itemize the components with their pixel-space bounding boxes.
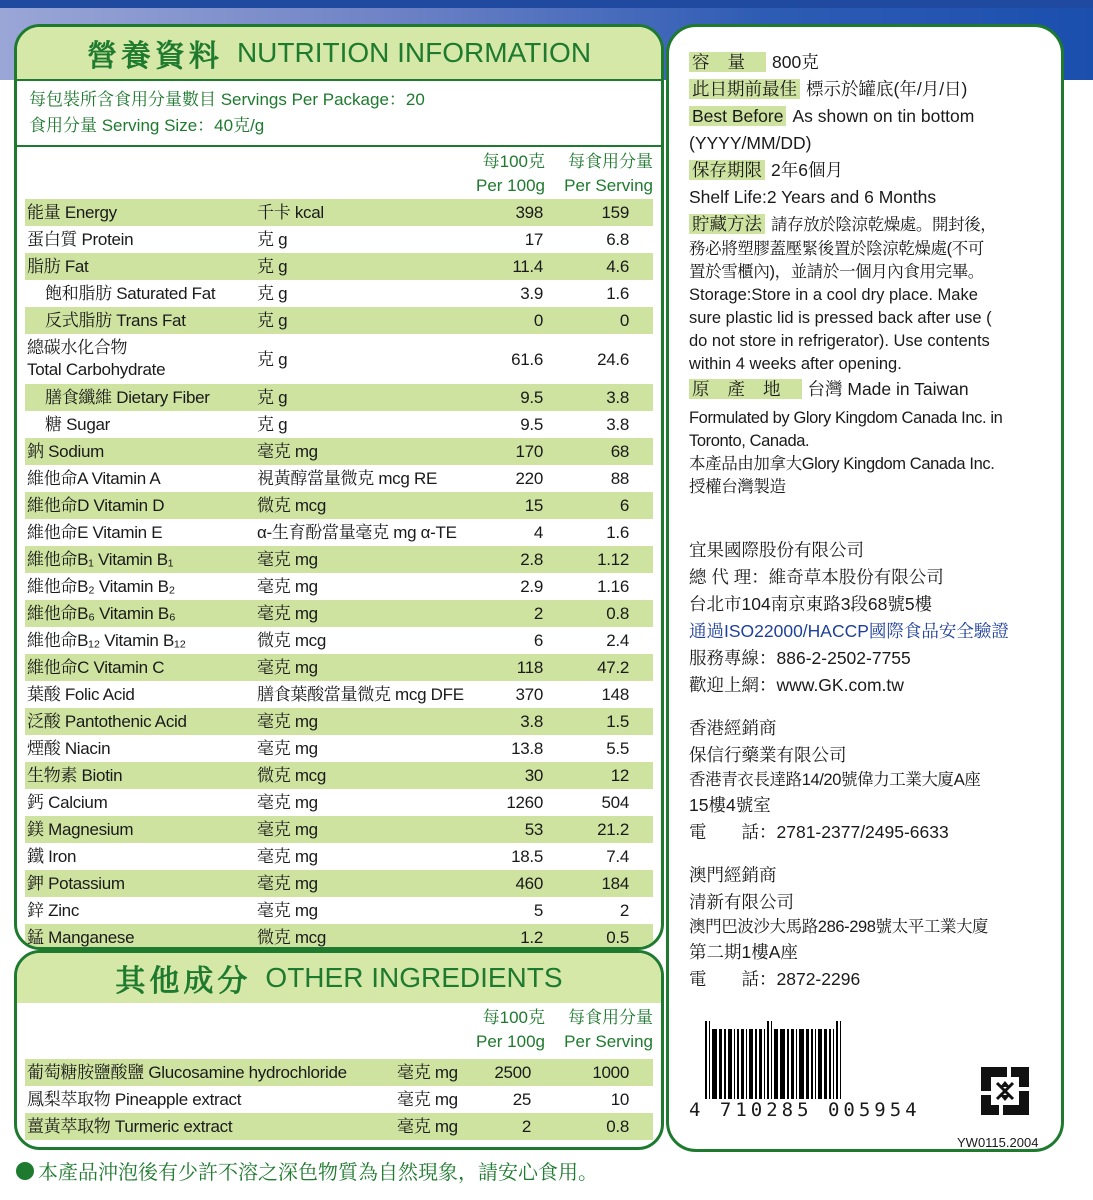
mo-company: 清新有限公司 [689,892,794,912]
per-serving-value: 0 [619,311,629,330]
storage-en-2: sure plastic lid is pressed back after use ( [689,309,992,327]
per-100g-value: 18.5 [511,847,543,866]
nutrient-unit: 毫克 mg [257,577,318,596]
nutrient-name: 糖 Sugar [45,415,110,434]
per-100g-value: 13.8 [511,739,543,758]
per-100g-value: 6 [533,631,543,650]
nutrient-unit: 微克 mcg [257,928,327,947]
per-100g-value: 9.5 [520,415,543,434]
per-100g-value: 61.6 [511,350,543,369]
shelf-life-value: 2年6個月 [771,160,843,180]
recycle-icon [977,1063,1033,1119]
table-row [25,1086,653,1113]
per-100g-value: 1260 [506,793,543,812]
table-row [25,573,653,600]
per-100g-value: 5 [533,901,543,920]
footnote [16,1156,598,1185]
per-serving-value: 1.12 [597,550,629,569]
other-ingredients-panel [14,950,664,1150]
per-100g-value: 15 [524,496,543,515]
table-row [25,280,653,307]
best-before-en-label: Best Before [689,106,786,126]
nutrient-unit: 毫克 mg [257,442,318,461]
table-row [25,600,653,627]
per-serving-value: 148 [601,685,629,704]
barcode-icon [705,1021,925,1107]
table-row [25,199,653,226]
capacity-line [689,49,1061,76]
table-row [25,897,653,924]
capacity-label: 容量 [689,52,766,72]
serving-info [17,81,661,147]
col-per-serving-zh: 每食用分量 [568,1008,653,1027]
nutrient-unit: 克 g [257,415,288,434]
per-serving-value: 12 [610,766,629,785]
nutrient-name: 脂肪 Fat [27,257,89,276]
nutrient-name: 能量 Energy [27,203,117,222]
shelf-life-en: Shelf Life:2 Years and 6 Months [689,187,937,207]
table-row [25,307,653,334]
ingredient-unit: 毫克 mg [397,1117,458,1136]
table-row [25,226,653,253]
nutrition-title [17,27,661,81]
per-100g-value: 370 [515,685,543,704]
table-row [25,519,653,546]
nutrient-unit: 毫克 mg [257,820,318,839]
ingredient-unit: 毫克 mg [397,1090,458,1109]
col-per-serving-en: Per Serving [564,176,653,195]
storage-zh-2: 務必將塑膠蓋壓緊後置於陰涼乾燥處(不可 [689,240,984,258]
storage-zh-1: 請存放於陰涼乾燥處。開封後， [771,216,997,234]
nutrient-unit: 毫克 mg [257,604,318,623]
per-100g-value: 3.9 [520,284,543,303]
col-per-serving-zh: 每食用分量 [568,152,653,171]
nutrient-name [27,337,165,381]
per-serving-value: 1.16 [597,577,629,596]
nutrient-unit: 毫克 mg [257,901,318,920]
table-row [25,789,653,816]
storage-zh-3: 置於雪櫃內)，並請於一個月內食用完畢。 [689,263,984,281]
ingredient-name: 薑黃萃取物 Turmeric extract [27,1117,233,1136]
nutrition-table [17,199,661,950]
nutrient-unit: 毫克 mg [257,793,318,812]
hk-title: 香港經銷商 [689,718,777,738]
other-title-en: OTHER INGREDIENTS [265,962,563,993]
nutrient-name: 維他命E Vitamin E [27,523,163,542]
per-100g-value: 220 [515,469,543,488]
shelf-life-line [689,157,1061,184]
per-serving-value: 6.8 [606,230,629,249]
nutrient-unit: 微克 mcg [257,496,327,515]
ingredient-name: 葡萄糖胺鹽酸鹽 Glucosamine hydrochloride [27,1063,347,1082]
table-row [25,681,653,708]
bullet-dot-icon [16,1162,34,1180]
hk-address-1: 香港青衣長達路14/20號偉力工業大廈A座 [689,771,981,789]
table-row [25,762,653,789]
nutrient-unit: 克 g [257,257,288,276]
table-row [25,492,653,519]
per-serving-value: 184 [601,874,629,893]
col-per-100g-zh: 每100克 [482,152,545,171]
distributor-tw [689,537,1061,699]
shelf-life-label: 保存期限 [689,160,765,180]
per-serving-value: 4.6 [606,257,629,276]
nutrient-name: 維他命D Vitamin D [27,496,165,515]
col-per-100g [476,1006,545,1054]
nutrient-name: 膳食纖維 Dietary Fiber [45,388,210,407]
certification: 通過ISO22000/HACCP國際食品安全驗證 [689,621,1009,641]
distributor-hk [689,715,1061,846]
other-column-headers [17,1003,661,1059]
per-100g-value: 25 [512,1090,531,1109]
barcode-section [689,1017,1049,1150]
nutrient-name: 生物素 Biotin [27,766,123,785]
formulated-1: Formulated by Glory Kingdom Canada Inc. in [689,409,1003,427]
table-row [25,438,653,465]
col-per-serving [564,1006,653,1054]
nutrient-name: 鋅 Zinc [27,901,80,920]
nutrient-name: 煙酸 Niacin [27,739,111,758]
barcode-number: 4 710285 005954 [689,1099,921,1121]
col-per-serving-en: Per Serving [564,1032,653,1051]
nutrient-name: 反式脂肪 Trans Fat [45,311,186,330]
formulated-4: 授權台灣製造 [689,478,786,496]
nutrient-name: 葉酸 Folic Acid [27,685,135,704]
table-row [25,627,653,654]
nutrient-name: 飽和脂肪 Saturated Fat [45,284,216,303]
table-row [25,411,653,438]
table-row [25,546,653,573]
table-row [25,384,653,411]
per-serving-value: 47.2 [597,658,629,677]
nutrient-unit: 視黃醇當量微克 mcg RE [257,469,437,488]
per-100g-value: 118 [516,658,543,677]
distributor-mo [689,862,1061,993]
other-ingredients-title [17,953,661,1003]
per-100g-value: 2500 [494,1063,531,1082]
nutrient-unit: 克 g [257,230,288,249]
hk-address-2: 15樓4號室 [689,795,771,815]
best-before-en-line [689,103,1061,130]
table-row [25,843,653,870]
origin-line [689,376,1061,403]
nutrient-name: 維他命B₆ Vitamin B₆ [27,604,176,623]
best-before-format: (YYYY/MM/DD) [689,133,812,153]
other-title-zh: 其他成分 [115,965,252,998]
mo-title: 澳門經銷商 [689,865,777,885]
nutrient-name: 維他命A Vitamin A [27,469,161,488]
nutrient-name: 維他命B₁ Vitamin B₁ [27,550,174,569]
nutrient-name: 維他命B₁₂ Vitamin B₁₂ [27,631,186,650]
column-headers [17,147,661,199]
company-address: 台北市104南京東路3段68號5樓 [689,594,933,614]
per-100g-value: 0 [533,311,543,330]
nutrition-title-zh: 營養資料 [86,40,223,73]
formulated-block [689,407,1061,499]
best-before-zh-label: 此日期前最佳 [689,79,800,99]
nutrient-unit: 微克 mcg [257,631,327,650]
per-serving-value: 68 [610,442,629,461]
hk-company: 保信行藥業有限公司 [689,745,847,765]
mo-address-2: 第二期1樓A座 [689,942,798,962]
footnote-text: 本產品沖泡後有少許不溶之深色物質為自然現象，請安心食用。 [38,1162,598,1184]
per-serving-value: 1.6 [606,284,629,303]
nutrient-name: 泛酸 Pantothenic Acid [27,712,187,731]
per-serving-value: 3.8 [606,415,629,434]
nutrient-name: 維他命C Vitamin C [27,658,165,677]
per-100g-value: 53 [524,820,543,839]
per-100g-value: 2.8 [520,550,543,569]
table-row [25,816,653,843]
per-serving-value: 1.6 [606,523,629,542]
per-100g-value: 460 [515,874,543,893]
nutrient-name: 錳 Manganese [27,928,135,947]
nutrient-name-zh: 總碳水化合物 [27,338,128,357]
per-serving-value: 24.6 [597,350,629,369]
nutrition-panel [14,24,664,950]
per-serving-value: 0.8 [606,604,629,623]
nutrition-title-en: NUTRITION INFORMATION [236,37,592,68]
per-serving-value: 21.2 [597,820,629,839]
best-before-zh-line [689,76,1061,103]
best-before-en-value: As shown on tin bottom [792,106,975,126]
per-100g-value: 2 [533,604,543,623]
table-row [25,1113,653,1140]
per-serving-value: 0.8 [606,1117,629,1136]
table-row [25,924,653,950]
nutrient-unit: 毫克 mg [257,658,318,677]
nutrient-name: 鐵 Iron [27,847,77,866]
per-serving-value: 1000 [592,1063,629,1082]
nutrient-unit: 毫克 mg [257,874,318,893]
formulated-3: 本產品由加拿大Glory Kingdom Canada Inc. [689,455,995,473]
col-per-100g-zh: 每100克 [482,1008,545,1027]
storage-en-3: do not store in refrigerator). Use contents [689,332,990,350]
nutrient-unit: α-生育酚當量毫克 mg α-TE [257,523,457,542]
table-row [25,735,653,762]
table-row [25,465,653,492]
nutrient-unit: 毫克 mg [257,712,318,731]
per-serving-value: 2.4 [606,631,629,650]
per-serving-value: 504 [601,793,629,812]
nutrient-unit: 克 g [257,388,288,407]
table-row [25,708,653,735]
per-100g-value: 1.2 [520,928,543,947]
per-100g-value: 30 [524,766,543,785]
nutrient-unit: 千卡 kcal [257,203,324,222]
nutrient-name-en: Total Carbohydrate [27,360,166,379]
per-100g-value: 2 [521,1117,531,1136]
per-100g-value: 2.9 [520,577,543,596]
per-serving-value: 159 [601,203,629,222]
mo-address-1: 澳門巴波沙大馬路286-298號太平工業大廈 [689,918,989,936]
website-link: 歡迎上網：www.GK.com.tw [689,675,904,695]
ingredient-unit: 毫克 mg [397,1063,458,1082]
hk-phone: 電 話：2781-2377/2495-6633 [689,822,949,842]
company-name: 宜果國際股份有限公司 [689,540,864,560]
table-row [25,334,653,384]
col-per-100g-en: Per 100g [476,1032,545,1051]
ingredient-name: 鳳梨萃取物 Pineapple extract [27,1090,242,1109]
nutrient-unit: 微克 mcg [257,766,327,785]
nutrient-name: 鈣 Calcium [27,793,108,812]
per-100g-value: 3.8 [520,712,543,731]
per-100g-value: 9.5 [520,388,543,407]
per-serving-value: 3.8 [606,388,629,407]
capacity-value: 800克 [772,52,819,72]
nutrient-unit: 毫克 mg [257,550,318,569]
per-serving-value: 5.5 [606,739,629,758]
col-per-serving [564,150,653,198]
per-serving-value: 6 [619,496,629,515]
other-ingredients-table [17,1059,661,1140]
per-100g-value: 170 [515,442,543,461]
nutrient-unit: 膳食葉酸當量微克 mcg DFE [257,685,464,704]
product-info-panel [666,24,1064,1152]
servings-per-package: 每包裝所含食用分量數目 Servings Per Package：20 [29,90,425,109]
table-row [25,1059,653,1086]
nutrient-unit: 克 g [257,350,288,369]
nutrient-unit: 毫克 mg [257,739,318,758]
serving-size: 食用分量 Serving Size：40克/g [29,116,265,135]
storage-line [689,211,1061,238]
nutrient-name: 鉀 Potassium [27,874,125,893]
col-per-100g [476,150,545,198]
per-100g-value: 17 [524,230,543,249]
per-serving-value: 2 [619,901,629,920]
mo-phone: 電 話：2872-2296 [689,969,861,989]
per-100g-value: 11.4 [512,257,543,276]
recycle-code: YW0115.2004 [957,1135,1039,1150]
table-row [25,654,653,681]
storage-en-1: Storage:Store in a cool dry place. Make [689,286,978,304]
col-per-100g-en: Per 100g [476,176,545,195]
nutrient-name: 鈉 Sodium [27,442,104,461]
per-serving-value: 88 [610,469,629,488]
nutrient-name: 維他命B₂ Vitamin B₂ [27,577,175,596]
general-agent: 總 代 理：維奇草本股份有限公司 [689,567,944,587]
origin-label: 原產地 [689,379,802,399]
table-row [25,253,653,280]
nutrient-name: 鎂 Magnesium [27,820,134,839]
per-100g-value: 398 [515,203,543,222]
nutrient-unit: 毫克 mg [257,847,318,866]
per-serving-value: 0.5 [606,928,629,947]
per-serving-value: 10 [610,1090,629,1109]
origin-value: 台灣 Made in Taiwan [807,379,969,399]
nutrient-name: 蛋白質 Protein [27,230,134,249]
best-before-zh-value: 標示於罐底(年/月/日) [806,79,968,99]
per-serving-value: 1.5 [606,712,629,731]
storage-label: 貯藏方法 [689,214,765,234]
nutrient-unit: 克 g [257,284,288,303]
service-line: 服務專線：886-2-2502-7755 [689,648,911,668]
formulated-2: Toronto, Canada. [689,432,810,450]
per-100g-value: 4 [533,523,543,542]
nutrient-unit: 克 g [257,311,288,330]
per-serving-value: 7.4 [606,847,629,866]
storage-en-4: within 4 weeks after opening. [689,355,902,373]
table-row [25,870,653,897]
